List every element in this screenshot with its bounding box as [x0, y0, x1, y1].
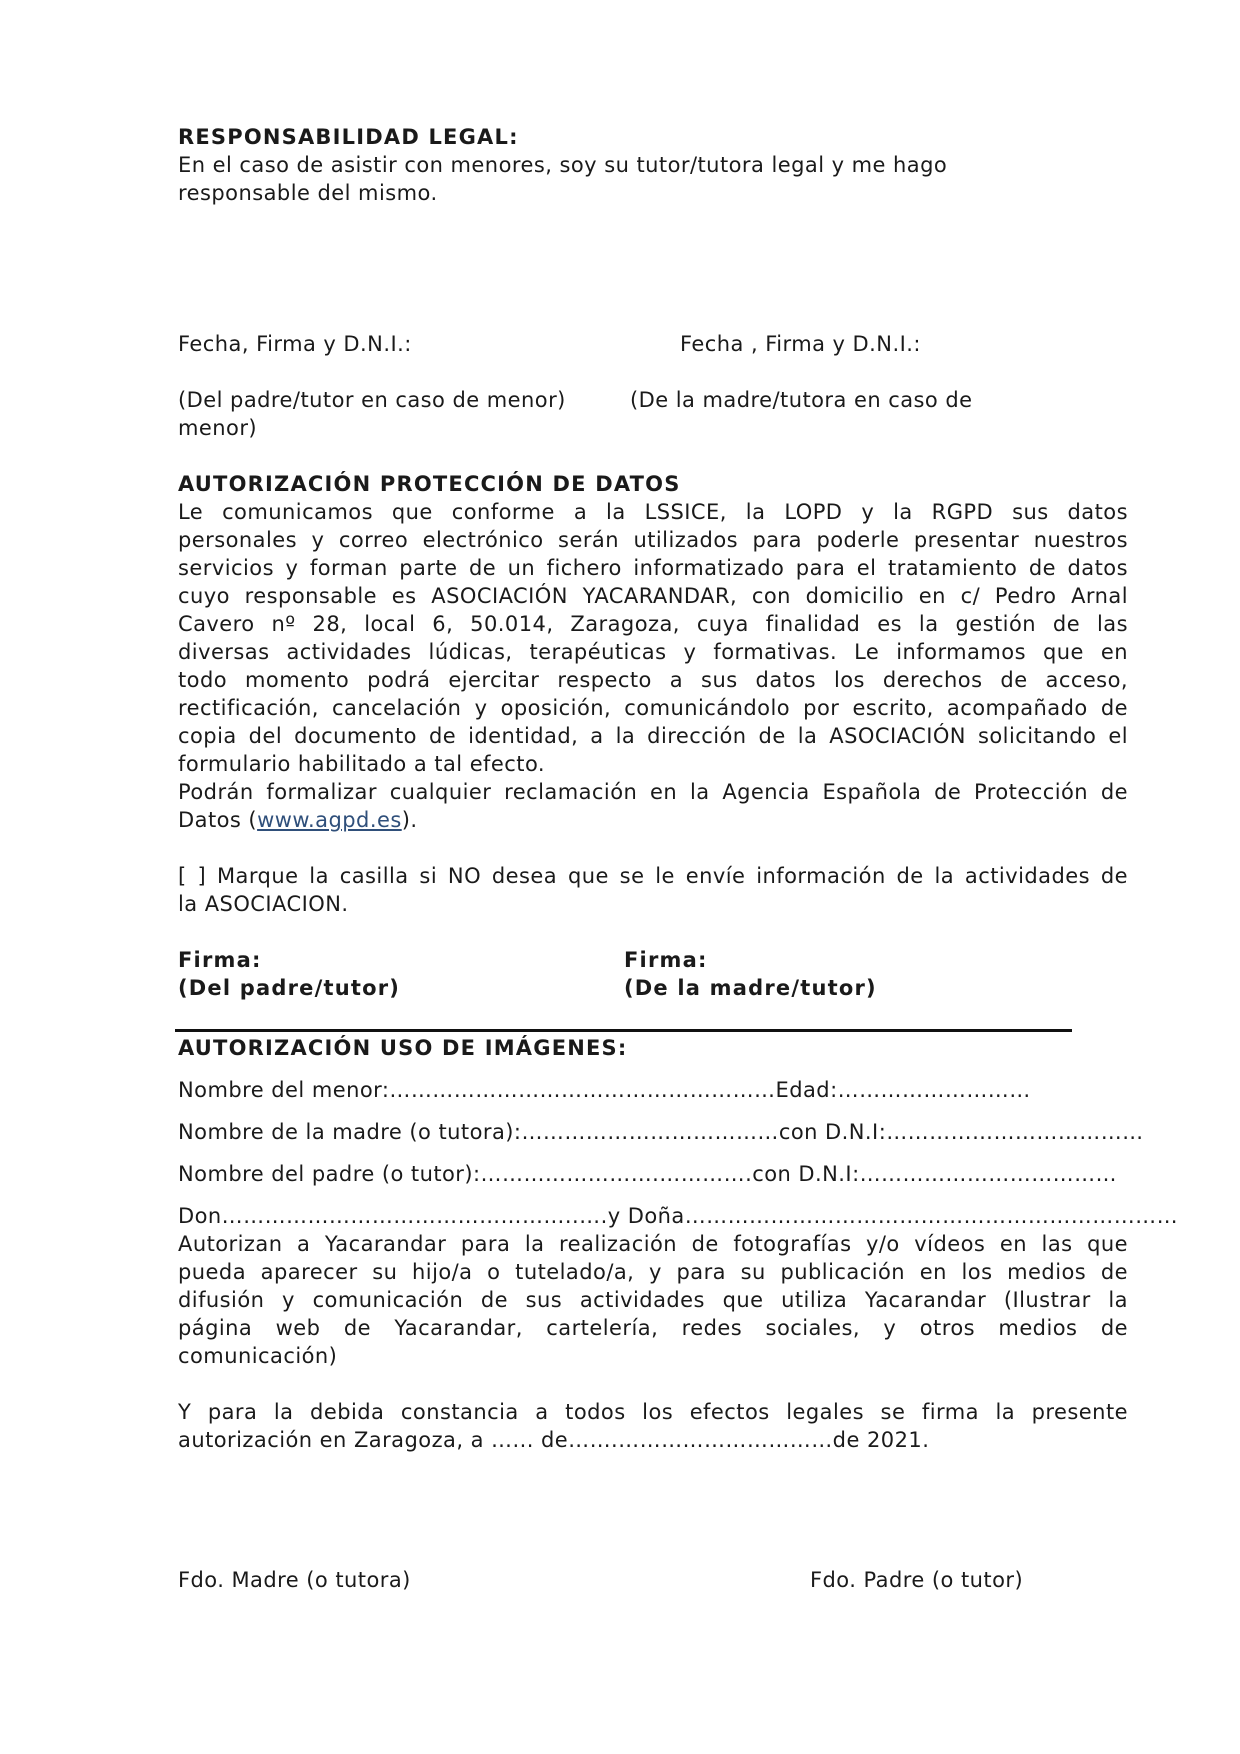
dp-line: personales y correo electrónico serán utilizados para poderle presentar nuestros	[178, 528, 1128, 552]
claim-suffix: ).	[401, 808, 418, 832]
dp-line: Cavero nº 28, local 6, 50.014, Zaragoza, cuya finalidad es la gestión de las	[178, 612, 1128, 636]
no-info-line-2: la ASOCIACION.	[178, 892, 349, 916]
dp-line: servicios y forman parte de un fichero informatizado para el tratamiento de datos	[178, 556, 1128, 580]
no-info-line-1	[178, 862, 1128, 890]
claim-prefix: Datos (	[178, 808, 258, 832]
claim-line-1: Podrán formalizar cualquier reclamación en la Agencia Española de Protección de	[178, 780, 1128, 804]
images-authorization-text	[178, 1230, 1128, 1370]
father-signature-label: Fdo. Padre (o tutor)	[810, 1568, 1024, 1592]
closing-line: autorización en Zaragoza, a …... de…….…………………………de 2021.	[178, 1428, 930, 1452]
auth-line: pueda aparecer su hijo/a o tutelado/a, y para su publicación en los medios de	[178, 1260, 1128, 1284]
firma-left-label: Firma:	[178, 948, 262, 972]
auth-line: comunicación)	[178, 1344, 338, 1368]
field-mother-name[interactable]: Nombre de la madre (o tutora):………………………………con D.N.I:………………………………	[178, 1120, 1144, 1144]
dp-line: diversas actividades lúdicas, terapéuticas y formativas. Le informamos que en	[178, 640, 1128, 664]
closing-line: Y para la debida constancia a todos los efectos legales se firma la presente	[178, 1400, 1128, 1424]
auth-line: Autorizan a Yacarandar para la realización de fotografías y/o vídeos en las que	[178, 1232, 1128, 1256]
field-minor-name[interactable]: Nombre del menor:………………………………………………Edad:………………………	[178, 1078, 1031, 1102]
closing-text	[178, 1398, 1128, 1454]
section-divider	[175, 1029, 1072, 1032]
sign-right-note-wrap: menor)	[178, 416, 258, 440]
no-info-text: Marque la casilla si NO desea que se le envíe información de la actividades de	[206, 864, 1128, 888]
data-protection-text	[178, 498, 1128, 834]
mother-signature-label: Fdo. Madre (o tutora)	[178, 1568, 411, 1592]
agpd-link[interactable]: www.agpd.es	[257, 808, 402, 832]
legal-text-line-1: En el caso de asistir con menores, soy su tutor/tutora legal y me hago	[178, 153, 948, 177]
sign-left-note: (Del padre/tutor en caso de menor)	[178, 388, 566, 412]
no-info-option	[178, 862, 1128, 918]
sign-left-label: Fecha, Firma y D.N.I.:	[178, 332, 412, 356]
claim-line-2	[178, 806, 1128, 834]
firma-right-sub: (De la madre/tutor)	[624, 976, 877, 1000]
field-father-name[interactable]: Nombre del padre (o tutor):…………………….………….con D.N.I:………………………………	[178, 1162, 1117, 1186]
sign-right-label: Fecha , Firma y D.N.I.:	[680, 332, 921, 356]
dp-line: formulario habilitado a tal efecto.	[178, 752, 546, 776]
legal-heading: RESPONSABILIDAD LEGAL:	[178, 125, 519, 149]
auth-line: página web de Yacarandar, cartelería, redes sociales, y otros medios de	[178, 1316, 1128, 1340]
dp-line: todo momento podrá ejercitar respecto a sus datos los derechos de acceso,	[178, 668, 1128, 692]
no-info-checkbox[interactable]: [ ]	[178, 864, 207, 888]
dp-line: copia del documento de identidad, a la dirección de la ASOCIACIÓN solicitando el	[178, 724, 1128, 748]
dp-line: Le comunicamos que conforme a la LSSICE, la LOPD y la RGPD sus datos	[178, 500, 1128, 524]
firma-right-label: Firma:	[624, 948, 708, 972]
dp-line: cuyo responsable es ASOCIACIÓN YACARANDAR, con domicilio en c/ Pedro Arnal	[178, 584, 1128, 608]
firma-left-sub: (Del padre/tutor)	[178, 976, 401, 1000]
auth-line: difusión y comunicación de sus actividades que utiliza Yacarandar (Ilustrar la	[178, 1288, 1128, 1312]
dp-line: rectificación, cancelación y oposición, comunicándolo por escrito, acompañado de	[178, 696, 1128, 720]
legal-text-line-2: responsable del mismo.	[178, 181, 438, 205]
data-protection-heading: AUTORIZACIÓN PROTECCIÓN DE DATOS	[178, 472, 681, 496]
sign-right-note: (De la madre/tutora en caso de	[630, 388, 973, 412]
images-heading: AUTORIZACIÓN USO DE IMÁGENES:	[178, 1036, 628, 1060]
field-don-dona[interactable]: Don…………………………………………..….y Doña……………………………………………………………	[178, 1204, 1179, 1228]
